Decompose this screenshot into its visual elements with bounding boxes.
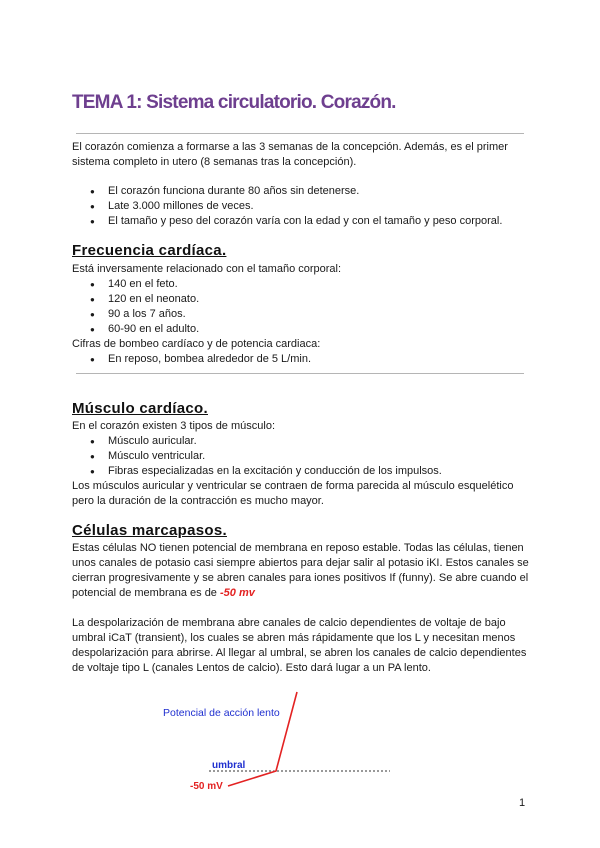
umbral-label: umbral <box>212 760 246 771</box>
list-item: ● 140 en el feto. <box>72 277 532 292</box>
divider <box>76 373 524 374</box>
list-item: ● El tamaño y peso del corazón varía con la edad y con el tamaño y peso corporal. <box>72 214 532 229</box>
cifras-lead: Cifras de bombeo cardíaco y de potencia cardiaca: <box>72 338 321 350</box>
celulas-paragraph-1 <box>72 541 532 601</box>
frecuencia-list <box>72 277 532 337</box>
list-item: ● 120 en el neonato. <box>72 292 532 307</box>
list-item: ● Late 3.000 millones de veces. <box>72 199 532 214</box>
musculo-lead: En el corazón existen 3 tipos de músculo: <box>72 420 276 432</box>
minus-50-mv-label: -50 mV <box>190 781 223 792</box>
list-item: ● En reposo, bombea alrededor de 5 L/min. <box>72 352 532 367</box>
celulas-section <box>72 541 532 676</box>
musculo-section <box>72 419 532 509</box>
celulas-paragraph-1-text: Estas células NO tienen potencial de membrana en reposo estable. Todas las células, tienen unos canales de potasio casi siempre abiertos para dejar salir al potasio iKI. Estos canales se cierran progresivamente y se abren canales para iones positivos If (funny). Se abre cuando el potencial de membrana es de <box>72 542 529 599</box>
list-item: ● Fibras especializadas en la excitación y conducción de los impulsos. <box>72 464 532 479</box>
potencial-label: Potencial de acción lento <box>163 707 280 719</box>
list-item: ● 90 a los 7 años. <box>72 307 532 322</box>
list-item: ● Músculo ventricular. <box>72 449 532 464</box>
celulas-paragraph-2: La despolarización de membrana abre canales de calcio dependientes de voltaje de bajo umbral iCaT (transient), los cuales se abren más rápidamente que los L y necesitan menos despolarización para abrirse. Al llegar al umbral, se abren los canales de calcio dependientes de voltaje tipo L (canales Lentos de calcio). Esto dará lugar a un PA lento. <box>72 617 527 674</box>
musculo-list <box>72 434 532 479</box>
heading-frecuencia: Frecuencia cardíaca. <box>72 242 227 259</box>
list-item: ● 60-90 en el adulto. <box>72 322 532 337</box>
membrane-potential-value: -50 mv <box>220 587 255 599</box>
page-number: 1 <box>519 797 526 809</box>
intro-section <box>72 140 532 229</box>
cifras-list <box>72 352 532 367</box>
list-item: ● Músculo auricular. <box>72 434 532 449</box>
page-title: TEMA 1: Sistema circulatorio. Corazón. <box>72 92 396 113</box>
musculo-closing: Los músculos auricular y ventricular se contraen de forma parecida al músculo esquelético pero la duración de la contracción es mucho mayor. <box>72 480 514 507</box>
heading-celulas: Células marcapasos. <box>72 522 227 539</box>
action-potential-figure <box>150 685 410 795</box>
list-item: ● El corazón funciona durante 80 años sin detenerse. <box>72 184 532 199</box>
frecuencia-section <box>72 262 532 367</box>
frecuencia-lead: Está inversamente relacionado con el tamaño corporal: <box>72 263 342 275</box>
intro-list <box>72 184 532 229</box>
divider <box>76 133 524 134</box>
heading-musculo: Músculo cardíaco. <box>72 400 208 417</box>
intro-paragraph: El corazón comienza a formarse a las 3 semanas de la concepción. Además, es el primer sistema completo in utero (8 semanas tras la concepción). <box>72 141 508 168</box>
